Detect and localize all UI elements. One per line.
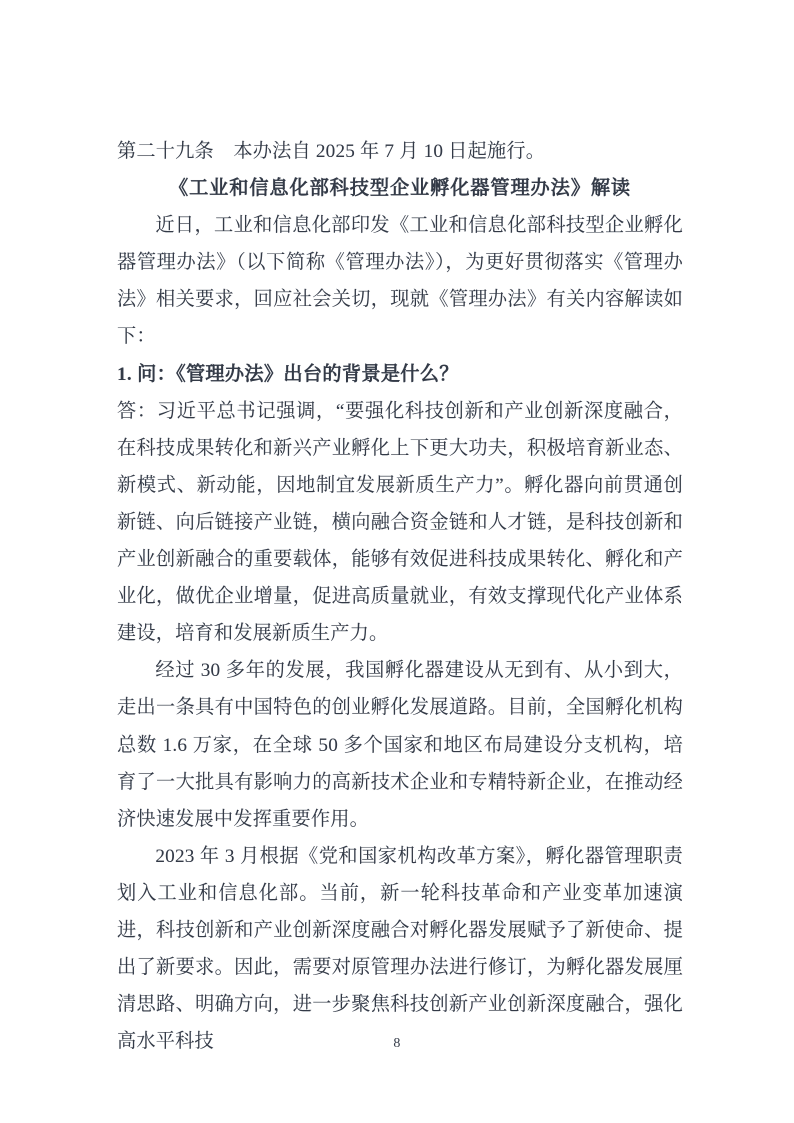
page-number: 8 [393, 1036, 401, 1051]
document-title: 《工业和信息化部科技型企业孵化器管理办法》解读 [168, 178, 631, 200]
answer-paragraph-1: 答：习近平总书记强调，“要强化科技创新和产业创新深度融合，在科技成果转化和新兴产业孵化上下更大功夫，积极培育新业态、新模式、新动能，因地制宜发展新质生产力”。孵化器向前贯通创新链、向后链接产业链，横向融合资金链和人才链，是科技创新和产业创新融合的重要载体，能够有效促进科技成果转化、孵化和产业化，做优企业增量，促进高质量就业，有效支撑现代化产业体系建设，培育和发展新质生产力。 [117, 400, 683, 645]
question-heading-1: 1. 问：《管理办法》出台的背景是什么？ [117, 363, 459, 385]
answer-paragraph-2: 经过 30 多年的发展，我国孵化器建设从无到有、从小到大，走出一条具有中国特色的创业孵化发展道路。目前，全国孵化机构总数 1.6 万家，在全球 50 多个国家和地区布局建设分支机构，培育了一大批具有影响力的高新技术企业和专精特新企业，在推动经济快速发展中发挥重要作用。 [117, 660, 683, 830]
article-29-line: 第二十九条 本办法自 2025 年 7 月 10 日起施行。 [117, 141, 546, 162]
intro-paragraph: 近日，工业和信息化部印发《工业和信息化部科技型企业孵化器管理办法》（以下简称《管理办法》），为更好贯彻落实《管理办法》相关要求，回应社会关切，现就《管理办法》有关内容解读如下： [117, 215, 683, 348]
answer-paragraph-3: 2023 年 3 月根据《党和国家机构改革方案》，孵化器管理职责划入工业和信息化部。当前，新一轮科技革命和产业变革加速演进，科技创新和产业创新深度融合对孵化器发展赋予了新使命、提出了新要求。因此，需要对原管理办法进行修订，为孵化器发展厘清思路、明确方向，进一步聚焦科技创新产业创新深度融合，强化高水平科技 [117, 845, 683, 1053]
document-text-body [117, 133, 683, 1060]
